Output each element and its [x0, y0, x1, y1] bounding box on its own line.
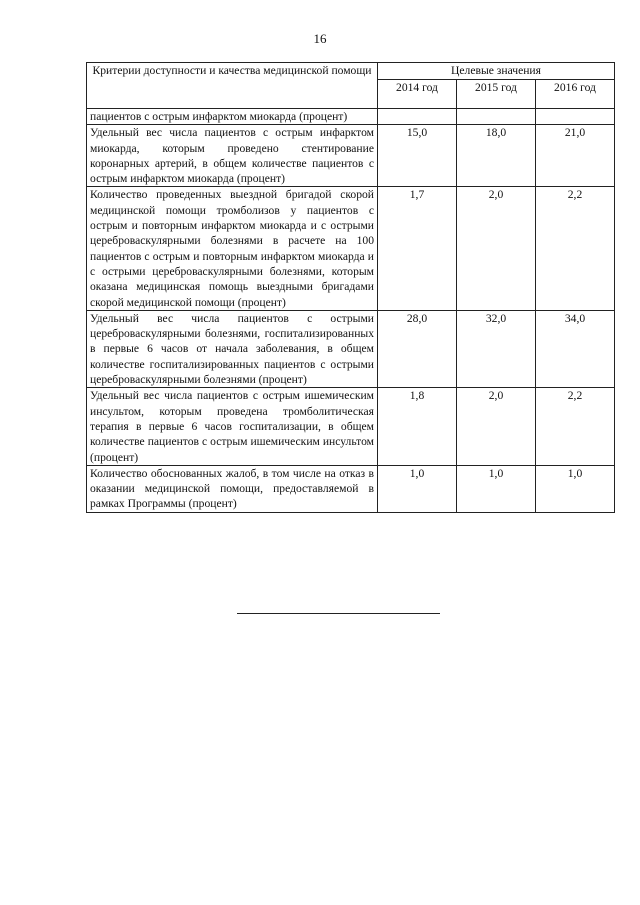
value-cell-2014: 15,0: [378, 125, 457, 187]
value-cell-2015: 32,0: [457, 310, 536, 387]
value-cell-2016: 34,0: [536, 310, 615, 387]
criterion-cell: Удельный вес числа пациентов с острым ишемическим инсультом, которым проведена тромболитическая терапия в первые 6 часов госпитализации, в общем количестве пациентов с острым ишемическим инсультом (процент): [87, 388, 378, 465]
table-row: [87, 109, 615, 125]
criterion-cell: Удельный вес числа пациентов с острым инфарктом миокарда, которым проведено стентирование коронарных артерий, в общем количестве пациентов с острым инфарктом миокарда (процент): [87, 125, 378, 187]
criterion-cell: Удельный вес числа пациентов с острыми цереброваскулярными болезнями, госпитализированных в первые 6 часов от начала заболевания, в общем количестве госпитализированных пациентов с острыми цереброваскулярными болезнями (процент): [87, 310, 378, 387]
page-number: 16: [313, 31, 327, 46]
year-header-2016: 2016 год: [536, 80, 615, 109]
value-cell-2015: 2,0: [457, 187, 536, 310]
table-row: [87, 310, 615, 387]
value-cell-2015: [457, 109, 536, 125]
value-cell-2015: 1,0: [457, 465, 536, 512]
criterion-cell: Количество обоснованных жалоб, в том числе на отказ в оказании медицинской помощи, предоставляемой в рамках Программы (процент): [87, 465, 378, 512]
table-row: [87, 465, 615, 512]
table-row: [87, 388, 615, 465]
value-cell-2014: 1,0: [378, 465, 457, 512]
table-row: [87, 125, 615, 187]
value-cell-2014: 1,8: [378, 388, 457, 465]
value-cell-2015: 18,0: [457, 125, 536, 187]
value-cell-2015: 2,0: [457, 388, 536, 465]
value-cell-2016: 21,0: [536, 125, 615, 187]
value-cell-2016: 1,0: [536, 465, 615, 512]
closing-divider-line: [237, 613, 440, 614]
value-cell-2016: [536, 109, 615, 125]
criteria-column-header: Критерии доступности и качества медицинской помощи: [87, 63, 378, 109]
table-row: [87, 187, 615, 310]
target-values-header: Целевые значения: [378, 63, 615, 80]
value-cell-2014: [378, 109, 457, 125]
value-cell-2014: 28,0: [378, 310, 457, 387]
criterion-cell: Количество проведенных выездной бригадой скорой медицинской помощи тромболизов у пациентов с острым и повторным инфарктом миокарда и с острыми цереброваскулярными болезнями в расчете на 100 пациентов с острым и повторным инфарктом миокарда и с острыми цереброваскулярными болезнями, которым оказана медицинская помощь выездными бригадами скорой медицинской помощи (процент): [87, 187, 378, 310]
year-header-2014: 2014 год: [378, 80, 457, 109]
criterion-cell: пациентов с острым инфарктом миокарда (процент): [87, 109, 378, 125]
value-cell-2016: 2,2: [536, 187, 615, 310]
year-header-2015: 2015 год: [457, 80, 536, 109]
criteria-table: [86, 62, 615, 513]
value-cell-2014: 1,7: [378, 187, 457, 310]
value-cell-2016: 2,2: [536, 388, 615, 465]
